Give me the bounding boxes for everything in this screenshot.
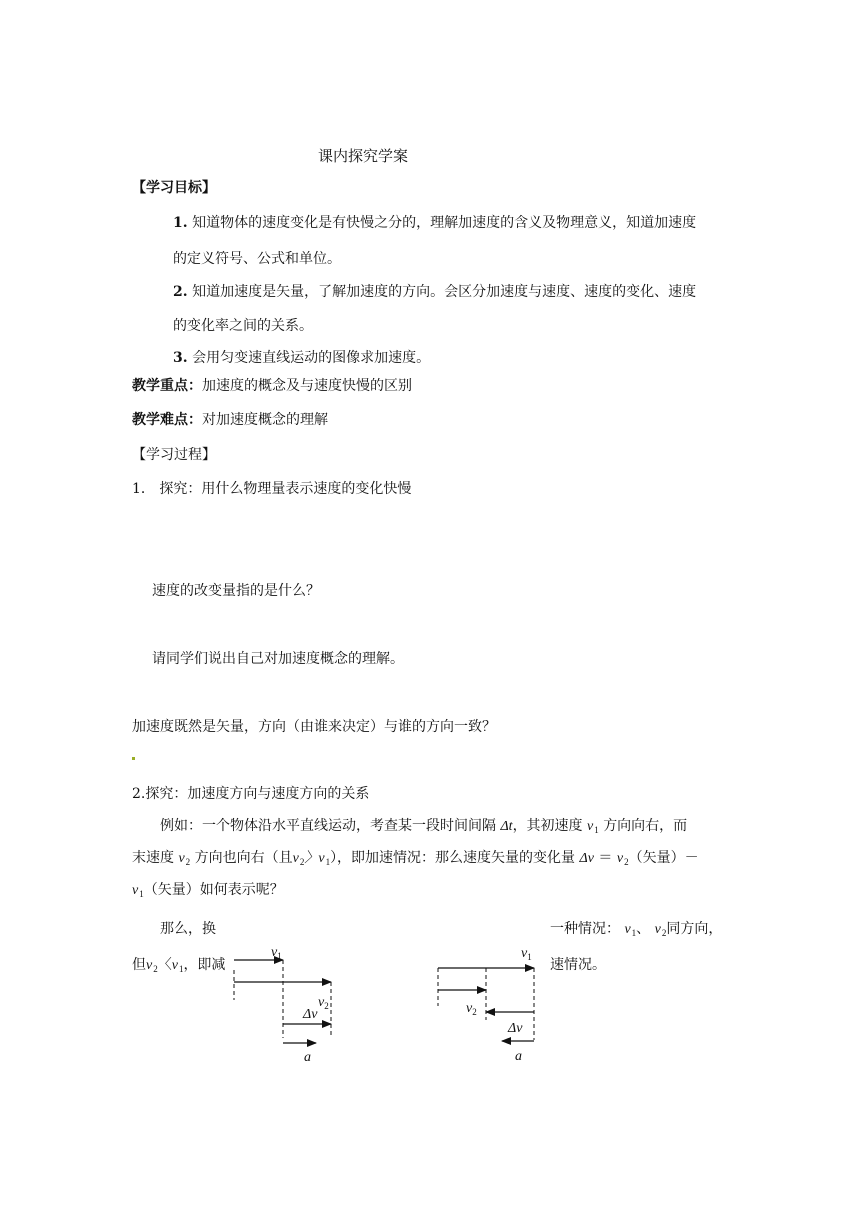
delta-t: Δt (500, 819, 513, 834)
example-text: （矢量）如何表示呢？ (143, 882, 284, 898)
a-label: a (304, 1050, 311, 1065)
diagram-deceleration (430, 940, 550, 1065)
v1-symbol: $v_1$ (587, 819, 599, 835)
example-text: 方向也向右（且 (194, 850, 293, 866)
v2-symbol: $v_2$ (178, 851, 191, 867)
question-1: 速度的改变量指的是什么？ (152, 583, 320, 599)
difficulty (132, 410, 328, 430)
objective-1 (173, 213, 696, 233)
objectives-heading: 【学习目标】 (132, 180, 216, 196)
a-label: a (515, 1049, 522, 1064)
objective-2 (173, 282, 696, 302)
key-point (132, 376, 412, 396)
objective-3-line1: 会用匀变速直线运动的图像求加速度。 (192, 350, 431, 366)
v1-symbol: $v_1$ (132, 883, 144, 899)
objective-2-line1: 知道加速度是矢量，了解加速度的方向。会区分加速度与速度、速度的变化、速度 (192, 284, 697, 300)
delta-v-label: Δv (303, 1007, 318, 1022)
diagram-acceleration (225, 940, 345, 1065)
v2-gt-v1: $v_2$〉$v_1$ (292, 851, 331, 867)
case2-text-a: 那么，换 (160, 921, 216, 937)
section-1-title: 1． 探究：用什么物理量表示速度的变化快慢 (132, 481, 412, 497)
delta-v-label: Δv (508, 1021, 523, 1036)
objective-2-num: 2. (173, 284, 188, 300)
example-text: ，其初速度 (512, 818, 583, 834)
case2-text-b: 一种情况： $v_1$、 $v_2$同方向， (550, 921, 723, 938)
example-text: 方向向右，而 (603, 818, 688, 834)
difficulty-label: 教学难点： (132, 412, 202, 428)
example-text: ＝ (598, 850, 613, 866)
case2-text-d: 速情况。 (550, 957, 606, 973)
v2-label: $v_2$ (466, 1001, 477, 1017)
key-point-text: 加速度的概念及与速度快慢的区别 (202, 378, 412, 394)
key-point-label: 教学重点： (132, 378, 202, 394)
case2-text-c: 但$v_2$〈$v_1$，即减 (132, 957, 226, 974)
process-heading: 【学习过程】 (132, 447, 216, 463)
example-line-3 (132, 880, 284, 904)
page-title: 课内探究学案 (318, 147, 409, 165)
difficulty-text: 对加速度概念的理解 (202, 412, 328, 428)
v2-label: $v_2$ (318, 995, 329, 1011)
example-line-1 (160, 816, 687, 840)
objective-1-line2: 的定义符号、公式和单位。 (173, 251, 341, 267)
v2-symbol: $v_2$ (616, 851, 629, 867)
objective-3-num: 3. (173, 350, 188, 366)
objective-2-line2: 的变化率之间的关系。 (173, 318, 313, 334)
objective-1-line1: 知道物体的速度变化是有快慢之分的，理解加速度的含义及物理意义，知道加速度 (192, 215, 697, 231)
question-2: 请同学们说出自己对加速度概念的理解。 (152, 651, 404, 667)
example-text: ），即加速情况：那么速度矢量的变化量 (330, 850, 576, 866)
delta-v: Δv (579, 851, 594, 866)
section-2-title: 2.探究：加速度方向与速度方向的关系 (132, 786, 370, 802)
marker-dot (132, 757, 135, 760)
v1-label: $v_1$ (271, 945, 282, 961)
question-3: 加速度既然是矢量，方向（由谁来决定）与谁的方向一致？ (132, 719, 496, 735)
objective-1-num: 1. (173, 215, 188, 231)
example-text: （矢量）－ (628, 850, 699, 866)
example-text: 末速度 (132, 850, 174, 866)
example-text: 例如：一个物体沿水平直线运动，考查某一段时间间隔 (160, 818, 496, 834)
example-line-2 (132, 848, 699, 872)
v1-label: $v_1$ (521, 946, 532, 962)
objective-3 (173, 348, 430, 368)
